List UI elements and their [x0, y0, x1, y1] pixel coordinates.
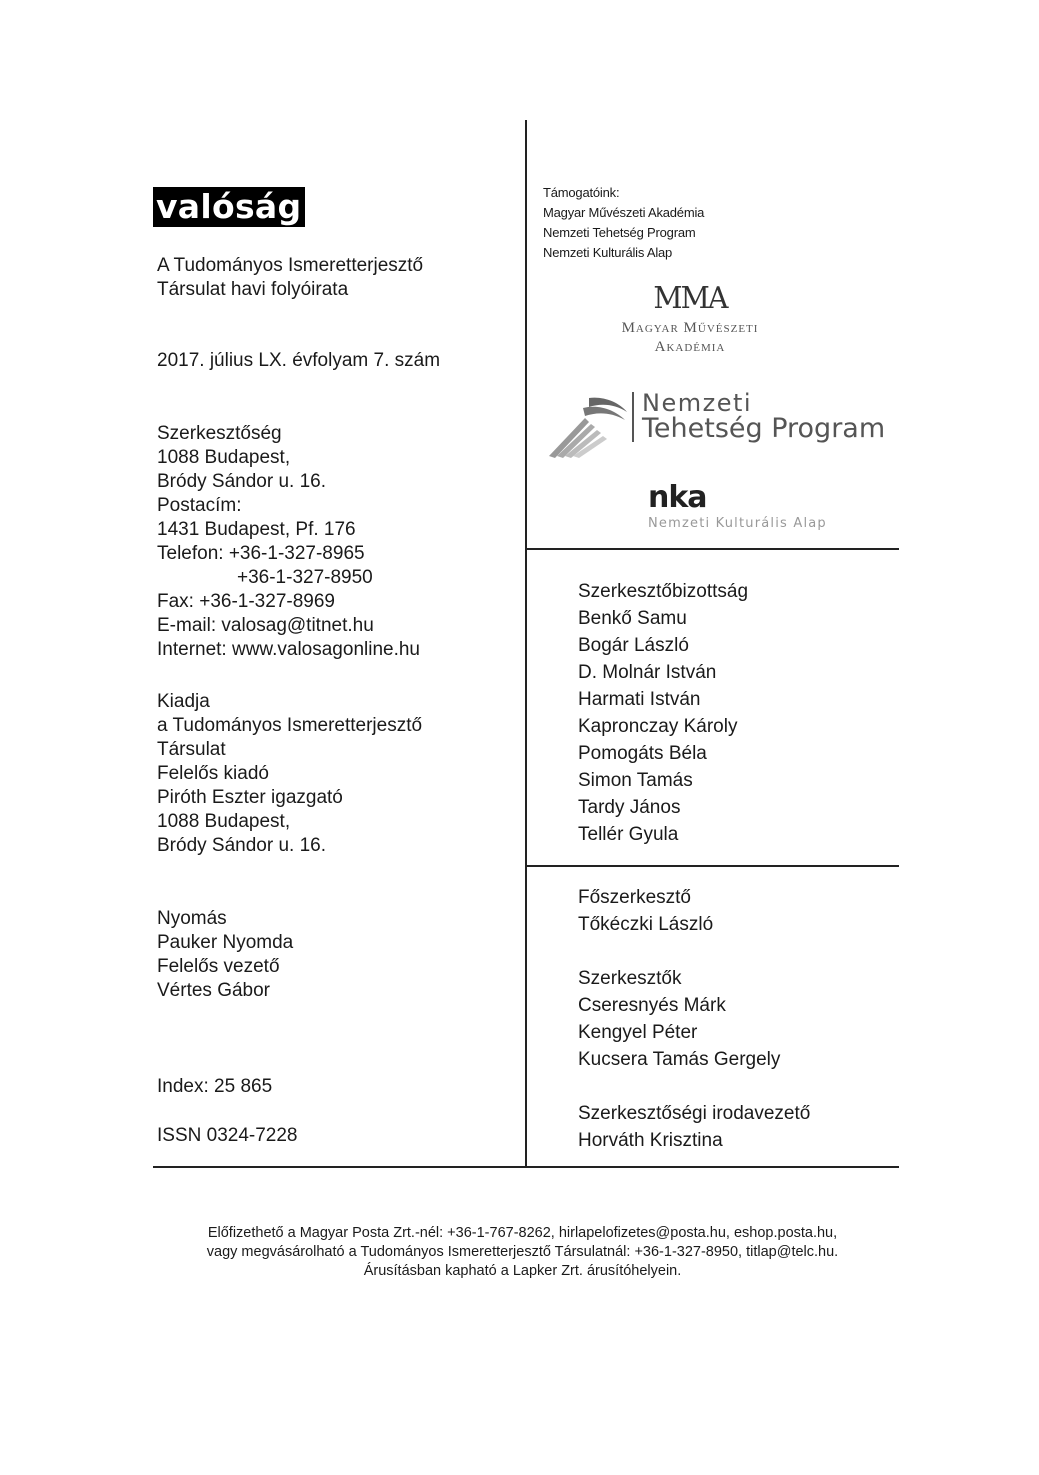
board-member: Harmati István: [578, 689, 701, 710]
publisher-line: Kiadja: [157, 691, 210, 712]
nka-mark: nka: [648, 480, 707, 515]
subscription-footer: [150, 1224, 895, 1281]
office-address: 1088 Budapest,: [157, 447, 291, 468]
email: E-mail: valosag@titnet.hu: [157, 615, 374, 636]
column-divider: [525, 120, 527, 1168]
fax: Fax: +36-1-327-8969: [157, 591, 335, 612]
board-member: Benkő Samu: [578, 608, 687, 629]
phone: Telefon: +36-1-327-8965: [157, 543, 365, 564]
editors-heading: Szerkesztők: [578, 968, 682, 989]
office-manager-heading: Szerkesztőségi irodavezető: [578, 1103, 811, 1124]
publisher-line: 1088 Budapest,: [157, 811, 291, 832]
postal-label: Postacím:: [157, 495, 242, 516]
board-member: Kapronczay Károly: [578, 716, 738, 737]
postal-address: 1431 Budapest, Pf. 176: [157, 519, 356, 540]
editorial-office: [157, 422, 420, 662]
subtitle-line: Társulat havi folyóirata: [157, 279, 349, 300]
board-member: Pomogáts Béla: [578, 743, 707, 764]
phone: +36-1-327-8950: [237, 567, 373, 588]
sponsors-heading: Támogatóink:: [543, 185, 620, 200]
divider-board: [527, 865, 899, 867]
editor-in-chief-name: Tőkéczki László: [578, 914, 714, 935]
footer-line: vagy megvásárolható a Tudományos Ismeretterjesztő Társulatnál: +36-1-327-8950, titlap@telc.hu.: [206, 1244, 839, 1260]
sponsor-item: Nemzeti Tehetség Program: [543, 225, 696, 240]
publisher-info: [157, 690, 422, 858]
divider-sponsors: [527, 548, 899, 550]
sponsor-item: Magyar Művészeti Akadémia: [543, 205, 705, 220]
office-manager: [578, 1100, 810, 1154]
ntp-separator: [632, 392, 634, 442]
editorial-board: [578, 578, 748, 848]
footer-line: Árusításban kapható a Lapker Zrt. árusítóhelyein.: [363, 1263, 682, 1279]
ntp-wave-icon: [545, 390, 629, 460]
subtitle-line: A Tudományos Ismeretterjesztő: [157, 255, 424, 276]
sponsors-list: [543, 183, 704, 263]
publisher-line: a Tudományos Ismeretterjesztő: [157, 715, 423, 736]
publisher-line: Piróth Eszter igazgató: [157, 787, 343, 808]
editor-name: Cseresnyés Márk: [578, 995, 726, 1016]
board-member: Tardy János: [578, 797, 681, 818]
ntp-logo: [545, 390, 905, 460]
publisher-line: Felelős kiadó: [157, 763, 269, 784]
index-number: Index: 25 865: [157, 1076, 273, 1097]
masthead-subtitle: [157, 254, 423, 302]
mma-mark: MMA: [653, 281, 727, 316]
mma-text: Akadémia: [654, 339, 726, 355]
board-member: Bogár László: [578, 635, 689, 656]
editors: [578, 965, 780, 1073]
board-heading: Szerkesztőbizottság: [578, 581, 749, 602]
board-member: Simon Tamás: [578, 770, 693, 791]
publisher-line: Társulat: [157, 739, 226, 760]
board-member: Tellér Gyula: [578, 824, 679, 845]
ntp-text: Tehetség Program: [642, 413, 886, 444]
office-address: Bródy Sándor u. 16.: [157, 471, 326, 492]
ntp-text: Nemzeti: [642, 389, 753, 417]
office-heading: Szerkesztőség: [157, 423, 282, 444]
publisher-line: Bródy Sándor u. 16.: [157, 835, 326, 856]
editor-in-chief-heading: Főszerkesztő: [578, 887, 691, 908]
editor-in-chief: [578, 884, 713, 938]
website: Internet: www.valosagonline.hu: [157, 639, 420, 660]
issn-number: ISSN 0324-7228: [157, 1125, 298, 1146]
printing-line: Pauker Nyomda: [157, 932, 294, 953]
board-member: D. Molnár István: [578, 662, 717, 683]
valosag-logo: valóság: [153, 187, 305, 227]
nka-logo: [648, 480, 848, 534]
mma-logo: [600, 282, 780, 356]
mma-text: Magyar Művészeti: [621, 320, 759, 336]
nka-text: Nemzeti Kulturális Alap: [648, 516, 827, 531]
printing-line: Nyomás: [157, 908, 227, 929]
printing-line: Felelős vezető: [157, 956, 280, 977]
sponsor-item: Nemzeti Kulturális Alap: [543, 245, 673, 260]
divider-bottom: [153, 1166, 899, 1168]
printing-info: [157, 907, 293, 1003]
editor-name: Kucsera Tamás Gergely: [578, 1049, 781, 1070]
printing-line: Vértes Gábor: [157, 980, 270, 1001]
footer-line: Előfizethető a Magyar Posta Zrt.-nél: +36-1-767-8262, hirlapelofizetes@posta.hu, eshop.posta.hu,: [207, 1225, 838, 1241]
editor-name: Kengyel Péter: [578, 1022, 698, 1043]
office-manager-name: Horváth Krisztina: [578, 1130, 723, 1151]
issue-info: 2017. július LX. évfolyam 7. szám: [157, 350, 441, 371]
